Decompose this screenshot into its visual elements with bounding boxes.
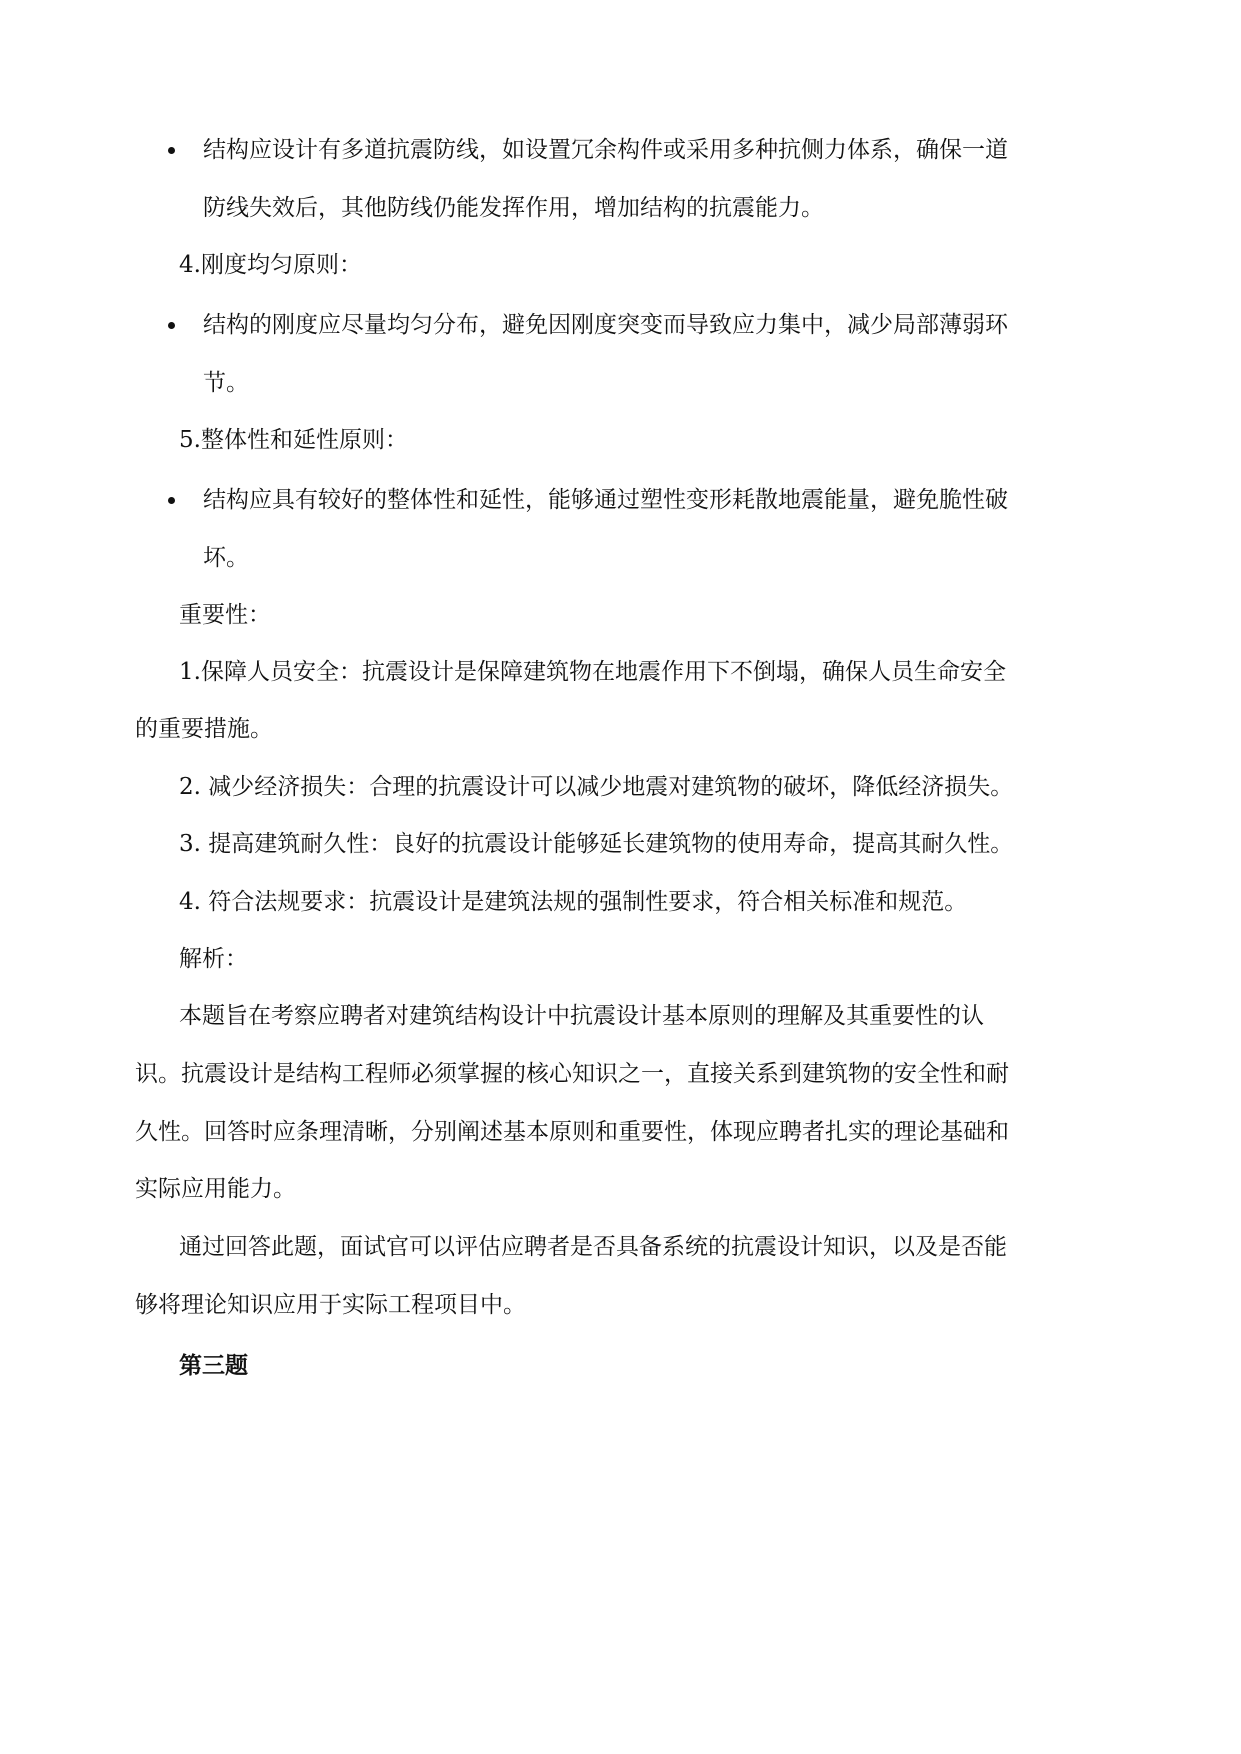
- importance-heading: 重要性：: [179, 602, 271, 628]
- principle-heading: 4.刚度均匀原则：: [179, 252, 362, 278]
- principle-heading: 5.整体性和延性原则：: [179, 427, 408, 453]
- bullet-text-line: 防线失效后，其他防线仍能发挥作用，增加结构的抗震能力。: [203, 195, 824, 221]
- importance-item-line: 1.保障人员安全：抗震设计是保障建筑物在地震作用下不倒塌，确保人员生命安全: [179, 659, 1006, 685]
- bullet-dot: [168, 497, 175, 504]
- bullet-text-line: 结构应设计有多道抗震防线，如设置冗余构件或采用多种抗侧力体系，确保一道: [203, 137, 1008, 163]
- importance-item-line: 3. 提高建筑耐久性：良好的抗震设计能够延长建筑物的使用寿命，提高其耐久性。: [179, 831, 1014, 857]
- analysis-paragraph-line: 够将理论知识应用于实际工程项目中。: [135, 1292, 526, 1318]
- analysis-paragraph-line: 识。抗震设计是结构工程师必须掌握的核心知识之一，直接关系到建筑物的安全性和耐: [135, 1061, 1009, 1087]
- analysis-paragraph-line: 实际应用能力。: [135, 1176, 296, 1202]
- bullet-text-line: 坏。: [203, 545, 249, 571]
- bullet-text-line: 结构应具有较好的整体性和延性，能够通过塑性变形耗散地震能量，避免脆性破: [203, 487, 1008, 513]
- bullet-dot: [168, 147, 175, 154]
- analysis-paragraph-line: 通过回答此题，面试官可以评估应聘者是否具备系统的抗震设计知识，以及是否能: [179, 1234, 1007, 1260]
- bullet-text-line: 节。: [203, 370, 249, 396]
- importance-item-line: 2. 减少经济损失：合理的抗震设计可以减少地震对建筑物的破坏，降低经济损失。: [179, 774, 1014, 800]
- bullet-dot: [168, 322, 175, 329]
- bullet-text-line: 结构的刚度应尽量均匀分布，避免因刚度突变而导致应力集中，减少局部薄弱环: [203, 312, 1008, 338]
- importance-item-line: 的重要措施。: [135, 716, 273, 742]
- analysis-paragraph-line: 本题旨在考察应聘者对建筑结构设计中抗震设计基本原则的理解及其重要性的认: [179, 1003, 984, 1029]
- section-title: 第三题: [179, 1353, 248, 1379]
- importance-item-line: 4. 符合法规要求：抗震设计是建筑法规的强制性要求，符合相关标准和规范。: [179, 889, 968, 915]
- analysis-heading: 解析：: [179, 946, 248, 972]
- analysis-paragraph-line: 久性。回答时应条理清晰，分别阐述基本原则和重要性，体现应聘者扎实的理论基础和: [135, 1119, 1009, 1145]
